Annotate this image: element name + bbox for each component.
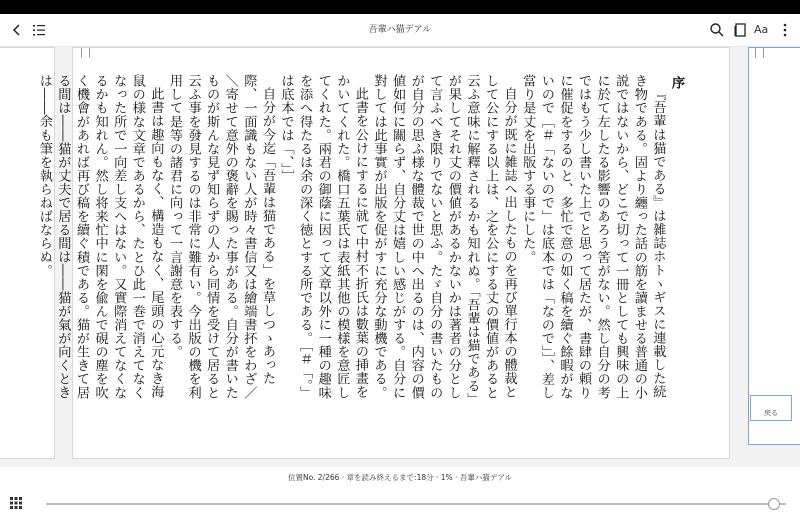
paragraph: 自分が既に雑誌へ出したものを再び單行本の體裁として公にする以上は、之を公にする丈の價値があると云ふ意味に解釋されるかも知れぬ。「吾輩は猫である」が果してそれ丈の價値があるかないかは著者の分として言ふべき限りでないと思ふ。たゞ自分の書いたものが自分の思ふ様な體裁で世の中へ出るのは、内容の價値如何に關らず、自分丈は嬉しい感じがする。自分に對しては此事實が出版を促がすに充分な動機である。 [371,74,517,407]
back-button[interactable]: 戻る [750,395,792,421]
font-settings-icon[interactable]: Aa [754,23,769,36]
paragraph: 此書を公けにするに就て中村不折氏は數葉の挿畫をかいてくれた。橋口五葉氏は表紙其他の模樣を意匠してくれた。兩君の御蔭に因って文章以外に一種の趣味を添へ得たるは余の深く徳とする所である。［＃「。」は底本では「、」］ [278,74,368,400]
grid-view-icon[interactable] [10,497,22,509]
chapter-title: 序 [669,76,684,90]
reader-toolbar [0,14,800,47]
bookmark-icon[interactable] [755,48,764,58]
next-page[interactable] [748,47,800,445]
bookmark-icon[interactable] [81,48,90,58]
search-icon[interactable] [708,21,726,39]
paragraph: 『吾輩は猫である』は雑誌ホトヽギスに連載した続き物である。固より纏った話の筋を讀ませる普通の小説ではないから、どこで切って一冊としても興味の上に於て左したる影響のあろう筈がない。然し自分の考ではもう少し書いた上でと思って居たが、書肆の頼りに催促をするのと、多忙で意の如く稿を續ぐ餘暇がないので［＃「ないので」は底本では「なので」］、差し當り是丈を出版する事にした。 [520,74,666,400]
current-page [36,47,730,459]
page-text [34,74,685,412]
paragraph: 自分が今迄「吾輩は猫である」を草しつゝあった際、一面識もない人が時々書信又は繪端書抔をわざ／＼寄せて意外の褒辭を賜った事がある。自分が書いたものが斯んな見ず知らずの人から同情を受けて居ると云ふ事を發見するのは非常に難有い。今出版の機を利用して是等の諸君に向って一言謝意を表する。 [166,74,275,400]
progress-slider-handle[interactable] [768,498,780,510]
reading-status: 位置No. 2/266 · 章を読み終えるまで:18分 · 1% · 吾輩ハ猫デアル [287,473,513,482]
progress-slider-track[interactable] [46,503,786,505]
system-status-bar [0,0,800,14]
book-title: 吾輩ハ猫デアル [368,25,432,35]
page-view-icon[interactable] [731,21,749,39]
reading-canvas [0,47,800,467]
paragraph: 此書は趣向もなく、構造もなく、尾頭の心元なき海鼠の様な文章であるから、たとひ此一巻で消えてなくなった所で一向差し支へはない。又實際消えてなくなるかも知れん。然し将来忙中に閑を偸んで硯の塵を吹く機會があれば再び稿を續ぐ積である。猫が生きて居る間は――猫が丈夫で居る間は――猫が氣が向くときは――余も筆を執らねばならぬ。 [36,74,164,400]
more-icon[interactable] [776,21,794,39]
